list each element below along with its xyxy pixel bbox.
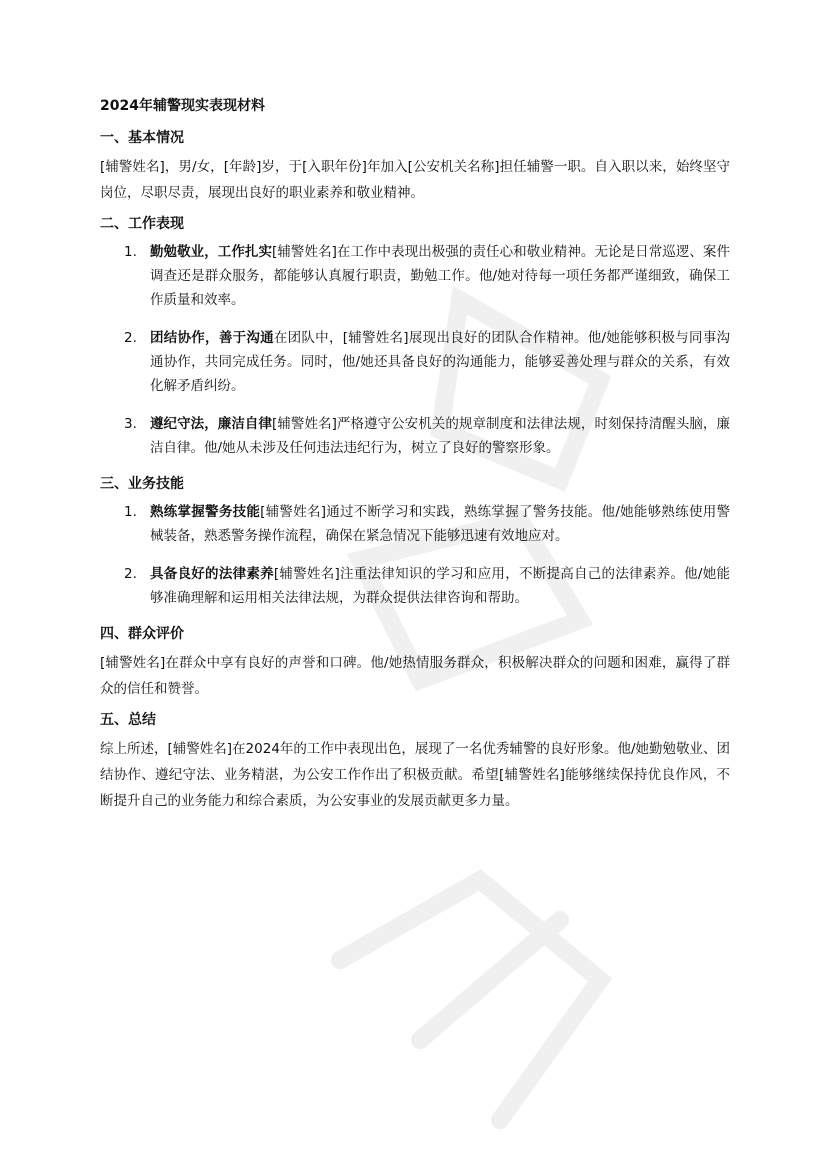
list-item-text: [辅警姓名]在工作中表现出极强的责任心和敬业精神。无论是日常巡逻、案件调查还是群众服务，都能够认真履行职责，勤勉工作。他/她对待每一项任务都严谨细致，确保工作质量和效率。: [150, 244, 730, 308]
list-item: [100, 562, 730, 610]
list-item-text: [辅警姓名]注重法律知识的学习和应用，不断提高自己的法律素养。他/她能够准确理解和运用相关法律法规，为群众提供法律咨询和帮助。: [150, 566, 730, 606]
section-heading-basic-info: 一、基本情况: [100, 130, 184, 146]
list-item: [100, 500, 730, 548]
section-heading-skills: 三、业务技能: [100, 476, 184, 492]
list-item: [100, 412, 730, 460]
document-title: 2024年辅警现实表现材料: [100, 98, 265, 114]
list-item-lead: 遵纪守法，廉洁自律: [150, 416, 273, 432]
work-performance-list: [100, 240, 730, 460]
section-heading-summary: 五、总结: [100, 712, 156, 728]
section-paragraph-public-evaluation: [辅警姓名]在群众中享有良好的声誉和口碑。他/她热情服务群众，积极解决群众的问题和困难，赢得了群众的信任和赞誉。: [100, 655, 730, 697]
list-item-text: [辅警姓名]严格遵守公安机关的规章制度和法律法规，时刻保持清醒头脑，廉洁自律。他/她从未涉及任何违法违纪行为，树立了良好的警察形象。: [150, 416, 730, 456]
list-item-text: [辅警姓名]通过不断学习和实践，熟练掌握了警务技能。他/她能够熟练使用警械装备，熟悉警务操作流程，确保在紧急情况下能够迅速有效地应对。: [150, 504, 730, 544]
list-item-number: 2.: [124, 330, 137, 346]
section-heading-work-performance: 二、工作表现: [100, 216, 184, 232]
list-item-lead: 勤勉敬业，工作扎实: [150, 244, 273, 260]
list-item-number: 3.: [124, 416, 137, 432]
section-heading-public-evaluation: 四、群众评价: [100, 626, 184, 642]
list-item-number: 2.: [124, 566, 137, 582]
section-paragraph-summary: 综上所述，[辅警姓名]在2024年的工作中表现出色，展现了一名优秀辅警的良好形象。他/她勤勉敬业、团结协作、遵纪守法、业务精湛，为公安工作作出了积极贡献。希望[辅警姓名]能够继续保持优良作风，不断提升自己的业务能力和综合素质，为公安事业的发展贡献更多力量。: [100, 741, 730, 809]
list-item-number: 1.: [124, 504, 137, 520]
list-item-lead: 具备良好的法律素养: [150, 566, 274, 582]
list-item-text: 在团队中，[辅警姓名]展现出良好的团队合作精神。他/她能够积极与同事沟通协作，共同完成任务。同时，他/她还具备良好的沟通能力，能够妥善处理与群众的关系，有效化解矛盾纠纷。: [150, 330, 730, 394]
document-page: [100, 96, 730, 818]
list-item-number: 1.: [124, 244, 137, 260]
list-item: [100, 240, 730, 312]
list-item: [100, 326, 730, 398]
section-paragraph-basic-info: [辅警姓名]，男/女，[年龄]岁，于[入职年份]年加入[公安机关名称]担任辅警一职。自入职以来，始终坚守岗位，尽职尽责，展现出良好的职业素养和敬业精神。: [100, 159, 730, 201]
list-item-lead: 团结协作，善于沟通: [150, 330, 274, 346]
skills-list: [100, 500, 730, 610]
list-item-lead: 熟练掌握警务技能: [150, 504, 261, 520]
